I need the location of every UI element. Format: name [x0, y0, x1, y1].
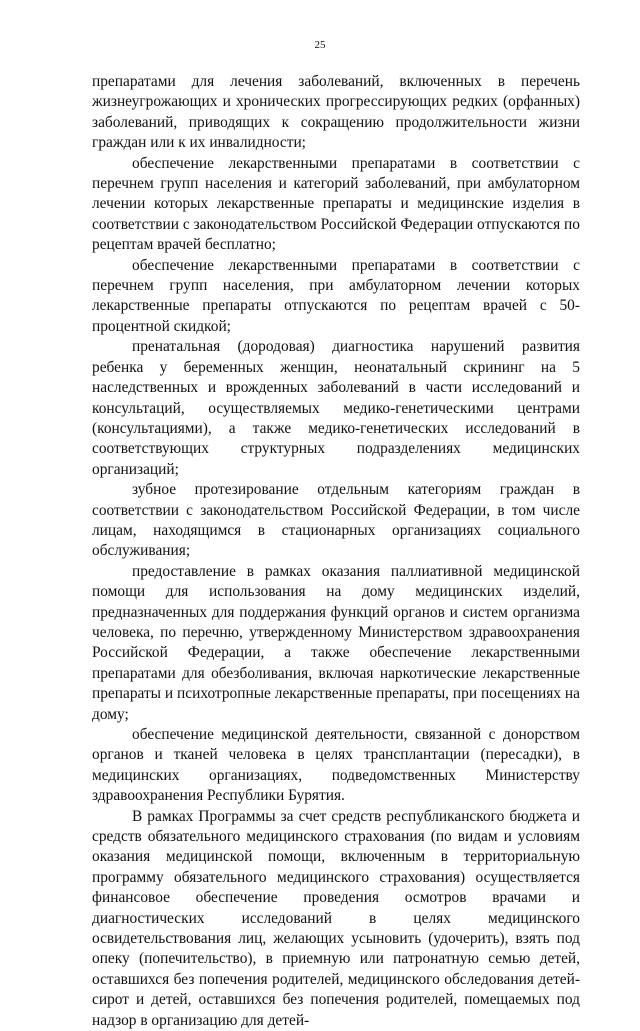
paragraph-adoption-examinations: В рамках Программы за счет средств республиканского бюджета и средств обязательного медицинского страхования (по видам и условиям оказания медицинской помощи, включенным в территориальную программу обязательного медицинского страхования) осуществляется финансовое обеспечение проведения осмотров врачами и диагностических исследований в целях медицинского освидетельствования лиц, желающих усыновить (удочерить), взять под опеку (попечительство), в приемную или патронатную семью детей, оставшихся без попечения родителей, медицинского обследования детей-сирот и детей, оставшихся без попечения родителей, помещаемых под надзор в организацию для детей-	[92, 807, 580, 1029]
paragraph-dental-prosthetics: зубное протезирование отдельным категориям граждан в соответствии с законодательством Российской Федерации, в том числе лицам, находящимся в стационарных организациях социального обслуживания;	[92, 481, 580, 560]
paragraph-prenatal-diagnostics: пренатальная (дородовая) диагностика нарушений развития ребенка у беременных женщин, неонатальный скрининг на 5 наследственных и врожденных заболеваний в части исследований и консультаций, осуществляемых медико-генетическими центрами (консультациями), а также медико-генетических исследований в соответствующих структурных подразделениях медицинских организаций;	[92, 338, 580, 478]
paragraph-discount-prescriptions: обеспечение лекарственными препаратами в соответствии с перечнем групп населения, при амбулаторном лечении которых лекарственные препараты отпускаются по рецептам врачей с 50-процентной скидкой;	[92, 256, 580, 335]
page-body	[92, 72, 580, 1031]
paragraph-palliative-care: предоставление в рамках оказания паллиативной медицинской помощи для использования на дому медицинских изделий, предназначенных для поддержания функций органов и систем организма человека, по перечню, утвержденному Министерством здравоохранения Российской Федерации, а также обеспечение лекарственными препаратами для обезболивания, включая наркотические лекарственные препараты и психотропные лекарственные препараты, при посещениях на дому;	[92, 562, 580, 723]
paragraph-free-prescriptions: обеспечение лекарственными препаратами в соответствии с перечнем групп населения и категорий заболеваний, при амбулаторном лечении которых лекарственные препараты и медицинские изделия в соответствии с законодательством Российской Федерации отпускаются по рецептам врачей бесплатно;	[92, 154, 580, 254]
paragraph-organ-donation: обеспечение медицинской деятельности, связанной с донорством органов и тканей человека в целях трансплантации (пересадки), в медицинских организациях, подведомственных Министерству здравоохранения Республики Бурятия.	[92, 726, 580, 805]
page-number: 25	[314, 39, 326, 51]
paragraph-orphan-diseases-continuation: препаратами для лечения заболеваний, включенных в перечень жизнеугрожающих и хронических прогрессирующих редких (орфанных) заболеваний, приводящих к сокращению продолжительности жизни граждан или к их инвалидности;	[92, 73, 580, 152]
